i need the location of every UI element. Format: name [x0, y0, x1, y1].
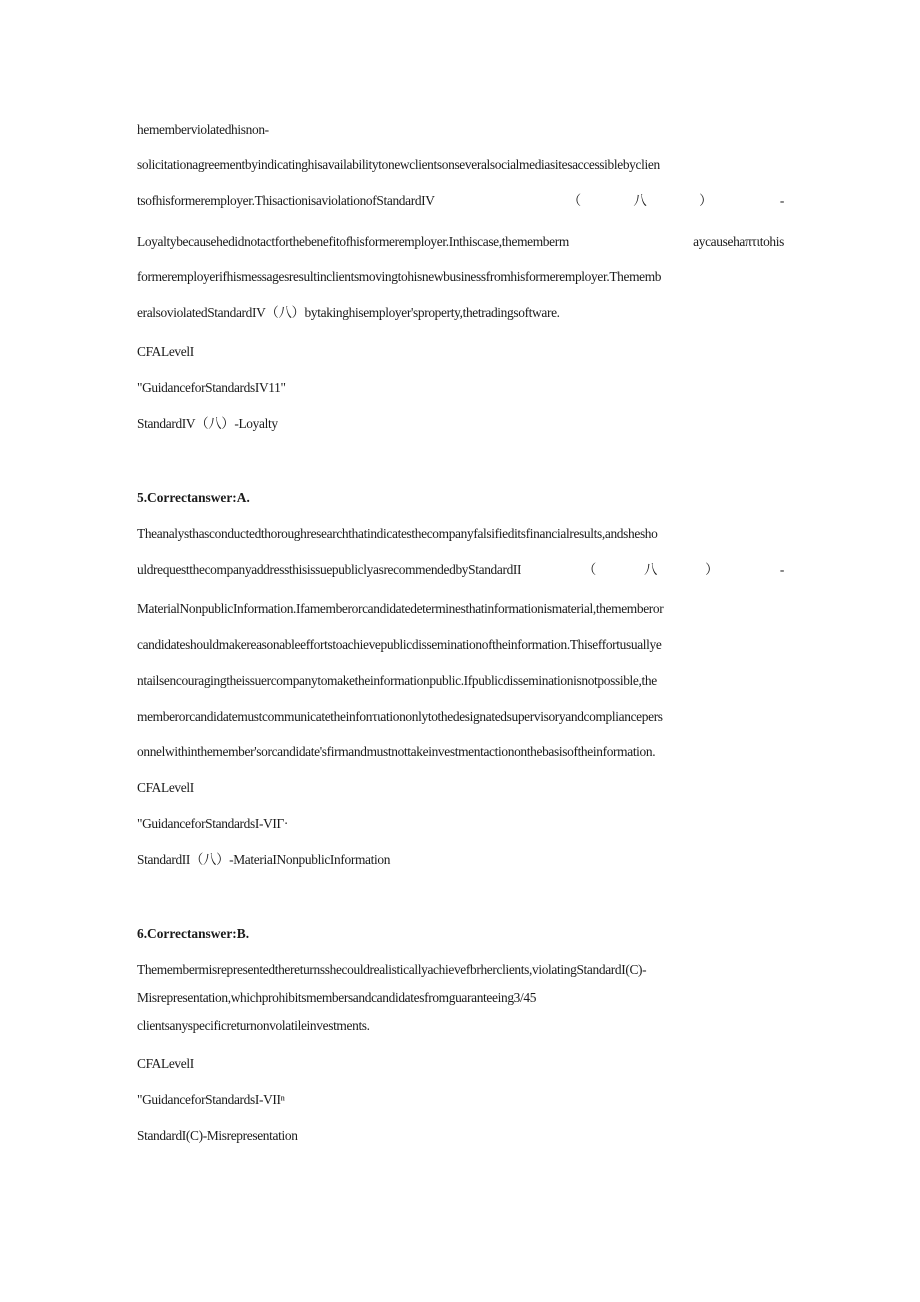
standard-reference: StandardII（八）-MateriaINonpublicInformation	[137, 852, 391, 867]
cfa-level-label: CFALevelI	[137, 344, 194, 359]
paragraph-line: memberorcandidatemustcommunicatetheinfonτιationonlytothedesignatedsupervisoryandcompliancepers	[137, 709, 663, 724]
paragraph-line: candidateshouldmakereasonableeffortstoachievepublicdisseminationoftheinformation.Thiseffortusuallye	[137, 637, 662, 652]
paragraph-line: solicitationagreementbyindicatinghisavailabilitytonewclientsonseveralsocialmediasitesaccessiblebyclien	[137, 157, 660, 172]
paragraph-line: Theanalysthasconductedthoroughresearchthatindicatesthecompanyfalsifieditsfinancialresults,andshesho	[137, 526, 658, 541]
paragraph-line: clientsanyspecificreturnonvolatileinvestments.	[137, 1018, 370, 1033]
paragraph-line: Themembermisrepresentedthereturnsshecouldrealisticallyachievefbrherclients,violatingStandardI(C)-	[137, 962, 647, 977]
standard-reference: StandardIV（八）-Loyalty	[137, 416, 278, 431]
answer-heading: 6.Correctanswer:B.	[137, 926, 250, 941]
paragraph-line: eralsoviolatedStandardIV（八）bytakinghisemployer'sproperty,thetradingsoftware.	[137, 305, 560, 320]
standard-reference: StandardI(C)-Misrepresentation	[137, 1128, 298, 1143]
guidance-reference: "GuidanceforStandardsI-VIIⁿ	[137, 1092, 285, 1107]
guidance-reference: "GuidanceforStandardsIV11"	[137, 380, 286, 395]
paragraph-line: tsofhisformeremployer.ThisactionisaviolationofStandardIV （ 八 ） -	[137, 193, 784, 208]
cfa-level-label: CFALevelI	[137, 780, 194, 795]
paragraph-line: onnelwithinthemember'sorcandidate'sfirmandmustnottakeinvestmentactiononthebasisoftheinformation.	[137, 744, 656, 759]
cfa-level-label: CFALevelI	[137, 1056, 194, 1071]
paragraph-line: MaterialNonpublicInformation.Ifamemberorcandidatedeterminesthatinformationismaterial,thememberor	[137, 601, 664, 616]
paragraph-line: uldrequestthecompanyaddressthisissuepubliclyasrecommendedbyStandardII （ 八 ） -	[137, 562, 784, 577]
paragraph-line: Loyaltybecausehedidnotactforthebenefitofhisformeremployer.Inthiscase,thememberm aycausehaπτιtohis	[137, 234, 784, 249]
paragraph-line: hememberviolatedhisnon-	[137, 122, 269, 137]
paragraph-line: ntailsencouragingtheissuercompanytomaketheinformationpublic.Ifpublicdisseminationisnotpossible,the	[137, 673, 657, 688]
paragraph-line: Misrepresentation,whichprohibitsmembersandcandidatesfromguaranteeing3/45	[137, 990, 537, 1005]
paragraph-line: formeremployerifhismessagesresultinclientsmovingtohisnewbusinessfromhisformeremployer.Thememb	[137, 269, 662, 284]
guidance-reference: "GuidanceforStandardsI-VIΓ·	[137, 816, 288, 831]
answer-heading: 5.Correctanswer:A.	[137, 490, 250, 505]
